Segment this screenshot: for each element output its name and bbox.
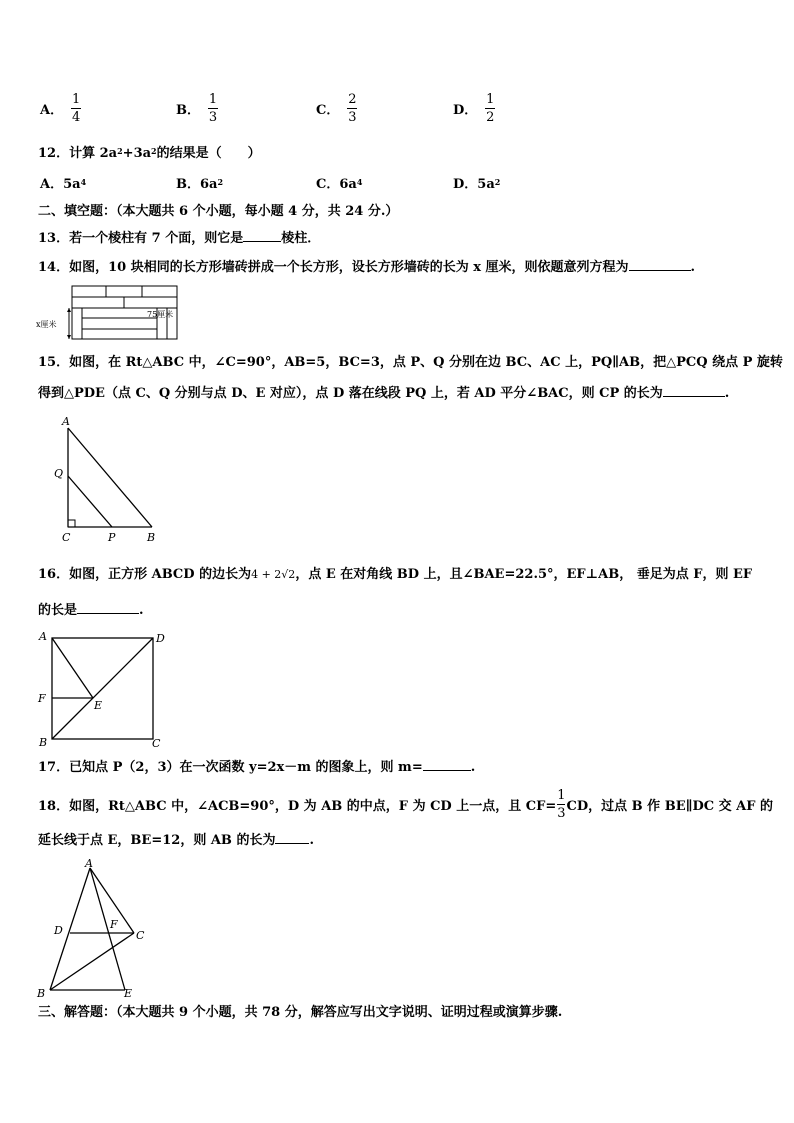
option-letter: B． [176, 102, 200, 118]
label-d: D [54, 924, 63, 937]
label-b: B [37, 987, 46, 1000]
q17-question [38, 760, 475, 776]
label-a: A [85, 857, 93, 870]
q16-text-end: . [139, 603, 144, 618]
q15-figure [50, 414, 165, 546]
q18-line2 [38, 833, 314, 849]
option-letter: A． [40, 102, 64, 118]
label-a: A [62, 415, 70, 428]
fraction [71, 92, 81, 125]
label-c: C [136, 929, 145, 942]
label-b: B [147, 531, 156, 544]
numerator: 2 [348, 91, 357, 107]
q11-option-d [453, 88, 495, 128]
label-f: F [110, 918, 118, 931]
q11-option-b [176, 88, 218, 128]
fraction [347, 92, 357, 125]
q15-line2 [38, 386, 729, 402]
label-a: A [39, 630, 47, 643]
denominator: 4 [71, 109, 81, 125]
q14-question [38, 260, 695, 276]
option-exp: 4 [80, 177, 87, 187]
q14-left-label: x厘米 [36, 320, 57, 329]
section-3-heading: 三、解答题：（本大题共 9 个小题，共 78 分，解答应写出文字说明、证明过程或演算步骤. [38, 1005, 563, 1020]
numerator: 1 [486, 91, 495, 107]
q16-line1 [38, 567, 752, 583]
option-exp: 2 [217, 177, 224, 187]
q16-side: 4 + 2√2 [251, 568, 296, 581]
q11-option-c [316, 88, 357, 128]
answer-blank [629, 270, 691, 271]
option-letter: D． [453, 102, 478, 118]
q14-text: 14．如图，10 块相同的长方形墙砖拼成一个长方形，设长方形墙砖的长为 x 厘米，则依题意列方程为 [38, 260, 629, 275]
label-p: P [108, 531, 116, 544]
q11-options [40, 88, 760, 128]
fraction [208, 92, 218, 125]
q12-option-b [176, 177, 223, 193]
option-letter: A． [40, 177, 64, 192]
q17-text: 17．已知点 P（2，3）在一次函数 y=2x－m 的图象上，则 m= [38, 760, 423, 775]
option-exp: 2 [494, 177, 501, 187]
denominator: 3 [348, 109, 357, 125]
q16-figure [36, 628, 170, 750]
q12-question: 12．计算 $2a^2+3a^2$的结果是（ ） [38, 146, 261, 161]
numerator: 1 [71, 91, 81, 107]
label-e: E [94, 699, 103, 712]
q12-text-b: +3a [122, 146, 152, 161]
q18-figure [34, 855, 154, 1000]
denominator: 3 [208, 109, 218, 125]
option-base: 6a [339, 177, 357, 192]
q12-option-c [316, 177, 362, 193]
q14-right-label: 75厘米 [147, 310, 174, 319]
section-2-heading: 二、填空题：（本大题共 6 个小题，每小题 4 分，共 24 分.） [38, 204, 399, 219]
denominator: 2 [486, 109, 495, 125]
label-c: C [152, 737, 161, 750]
answer-blank [275, 843, 309, 844]
label-e: E [124, 987, 133, 1000]
q12-option-d [453, 177, 500, 193]
option-letter: C． [316, 177, 340, 192]
label-d: D [156, 632, 165, 645]
q12-text-c: 的结果是（ ） [156, 146, 261, 161]
answer-blank [423, 770, 471, 771]
answer-blank [243, 241, 281, 242]
option-base: 5a [63, 177, 81, 192]
q13-text-end: 棱柱． [281, 231, 321, 246]
q15-text: 得到△PDE（点 C、Q 分别与点 D、E 对应），点 D 落在线段 PQ 上，若 AD 平分∠BAC，则 CP 的长为 [38, 386, 663, 401]
option-exp: 4 [356, 177, 363, 187]
q16-text-a: 16．如图，正方形 ABCD 的边长为 [38, 567, 252, 582]
answer-blank [77, 613, 139, 614]
q18-text: 延长线于点 E，BE=12，则 AB 的长为 [38, 833, 276, 848]
q12-option-a [40, 177, 86, 193]
option-letter: C． [316, 102, 340, 118]
q18-line1 [38, 786, 773, 822]
label-b: B [39, 736, 48, 749]
q18-text-b: CD，过点 B 作 BE∥DC 交 AF 的 [566, 798, 773, 814]
q14-text-end: . [690, 260, 696, 275]
q14-figure [36, 284, 196, 344]
answer-blank [663, 396, 725, 397]
q17-text-end: . [470, 760, 476, 775]
numerator: 1 [557, 787, 566, 803]
q12-text-a: 12．计算 2a [38, 146, 118, 161]
label-c: C [62, 531, 71, 544]
option-base: 5a [477, 177, 495, 192]
q13-question [38, 231, 320, 247]
q15-line1: 15．如图，在 Rt△ABC 中，∠C=90°，AB=5，BC=3，点 P、Q 分别在边 BC、AC 上，PQ∥AB，把△PCQ 绕点 P 旋转 [38, 355, 783, 370]
q15-text-end: . [724, 386, 730, 401]
denominator: 3 [557, 805, 566, 821]
q18-text-end: . [309, 833, 314, 848]
numerator: 1 [208, 91, 218, 107]
option-base: 6a [200, 177, 218, 192]
option-letter: B． [176, 177, 200, 192]
q18-text-a: 18．如图，Rt△ABC 中，∠ACB=90°，D 为 AB 的中点，F 为 CD 上一点，且 CF= [38, 798, 557, 814]
q13-text: 13．若一个棱柱有 7 个面，则它是 [38, 231, 244, 246]
option-letter: D． [453, 177, 478, 192]
fraction [557, 788, 565, 821]
q16-text: 的长是 [38, 603, 78, 618]
label-q: Q [54, 467, 64, 480]
fraction [485, 92, 495, 125]
q16-text-b: ，点 E 在对角线 BD 上，且∠BAE=22.5°，EF⊥AB， 垂足为点 F，则 EF [295, 567, 753, 582]
q11-option-a [40, 88, 81, 128]
q16-line2 [38, 603, 144, 619]
label-f: F [38, 692, 46, 705]
